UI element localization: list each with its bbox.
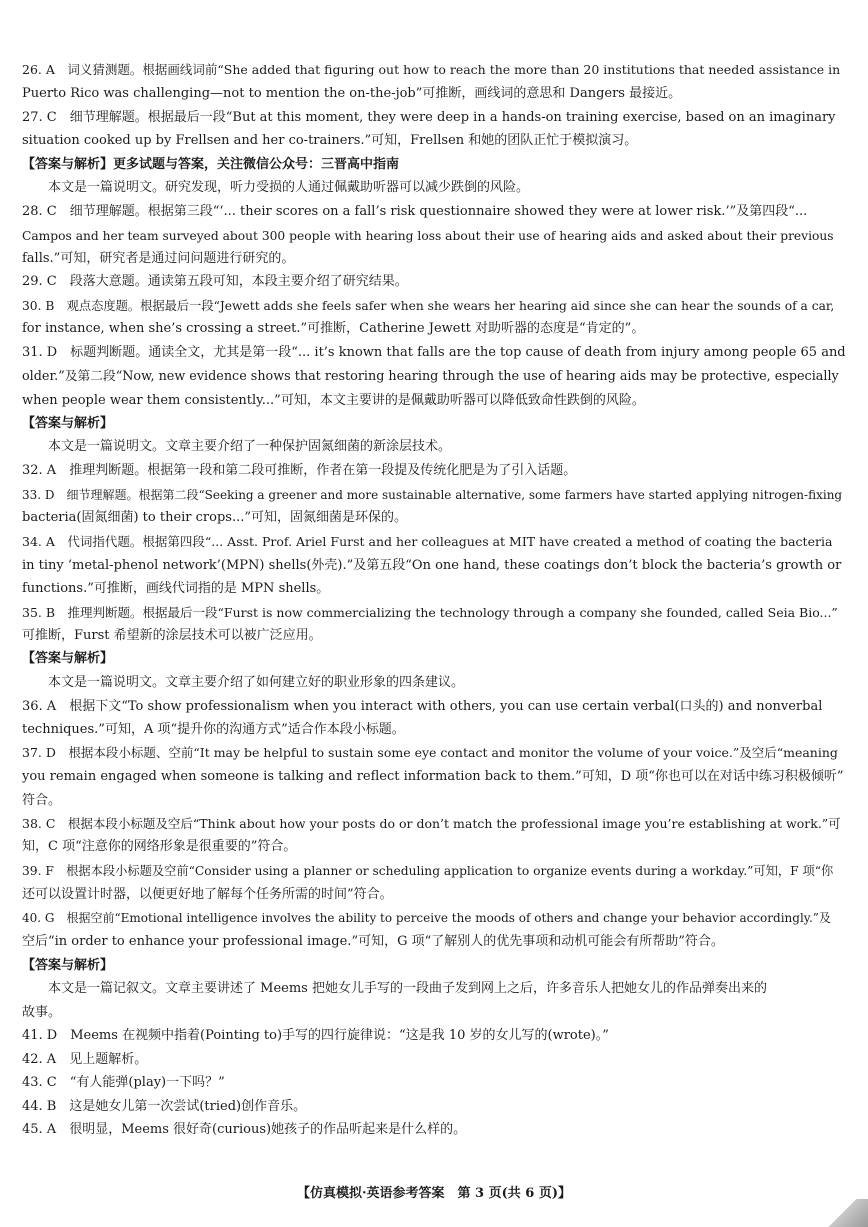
text-line: 43. C “有人能弹(play)一下吗？” xyxy=(22,1075,225,1090)
text-line: 34. A 代词指代题。根据第四段“... Asst. Prof. Ariel Furst and her colleagues at MIT have created a method of coating the bacteria xyxy=(22,534,833,549)
text-line: 37. D 根据本段小标题、空前“It may be helpful to sustain some eye contact and monitor the volume of your voice.”及空后“meaning xyxy=(22,745,838,760)
text-line: 31. D 标题判断题。通读全文，尤其是第一段“... it’s known that falls are the top cause of death from injury among people 65 and xyxy=(22,345,846,360)
text-line: 38. C 根据本段小标题及空后“Think about how your posts do or don’t match the professional image you’re establishing at work.”可 xyxy=(22,816,841,831)
text-line: 还可以设置计时器，以便更好地了解每个任务所需的时间”符合。 xyxy=(22,887,393,902)
text-line: 35. B 推理判断题。根据最后一段“Furst is now commercializing the technology through a company she founded, called Seia Bio...” xyxy=(22,605,838,620)
text-line: 本文是一篇说明文。文章主要介绍了如何建立好的职业形象的四条建议。 xyxy=(22,675,465,690)
text-line: 44. B 这是她女儿第一次尝试(tried)创作音乐。 xyxy=(22,1099,307,1114)
text-line: 故事。 xyxy=(22,1005,62,1020)
text-line: 本文是一篇记叙文。文章主要讲述了 Meems 把她女儿手写的一段曲子发到网上之后，许多音乐人把她女儿的作品弹奏出来的 xyxy=(22,981,767,996)
text-line: for instance, when she’s crossing a street.”可推断，Catherine Jewett 对助听器的态度是“肯定的”。 xyxy=(22,321,645,336)
text-line: techniques.”可知，A 项“提升你的沟通方式”适合作本段小标题。 xyxy=(22,722,405,737)
text-line: 本文是一篇说明文。研究发现，听力受损的人通过佩戴助听器可以减少跌倒的风险。 xyxy=(22,180,530,195)
text-line: 27. C 细节理解题。根据最后一段“But at this moment, they were deep in a hands-on training exercise, based on an imaginary xyxy=(22,110,836,125)
text-line: 28. C 细节理解题。根据第三段“‘... their scores on a fall’s risk questionnaire showed they were at lower risk.’”及第四段“... xyxy=(22,204,808,219)
text-line: 45. A 很明显，Meems 很好奇(curious)她孩子的作品听起来是什么样的。 xyxy=(22,1122,467,1137)
text-line: 32. A 推理判断题。根据第一段和第二段可推断，作者在第一段提及传统化肥是为了引入话题。 xyxy=(22,463,577,478)
text-line: 【答案与解析】更多试题与答案，关注微信公众号：三晋高中指南 xyxy=(22,157,400,172)
page-curl-corner xyxy=(816,1199,868,1227)
text-line: 【答案与解析】 xyxy=(22,651,114,666)
text-line: 知，C 项“注意你的网络形象是很重要的”符合。 xyxy=(22,839,297,854)
text-line: 【答案与解析】 xyxy=(22,416,114,431)
text-line: 42. A 见上题解析。 xyxy=(22,1052,148,1067)
text-line: 41. D Meems 在视频中指着(Pointing to)手写的四行旋律说：“这是我 10 岁的女儿写的(wrote)。” xyxy=(22,1028,609,1043)
text-line: bacteria(固氮细菌) to their crops...”可知，固氮细菌是环保的。 xyxy=(22,510,408,525)
text-line: 空后“in order to enhance your professional image.”可知，G 项“了解别人的优先事项和动机可能会有所帮助”符合。 xyxy=(22,934,724,949)
text-line: 【答案与解析】 xyxy=(22,958,114,973)
text-line: you remain engaged when someone is talking and reflect information back to them.”可知，D 项“你也可以在对话中练习积极倾听” xyxy=(22,769,844,784)
text-line: 36. A 根据下文“To show professionalism when you interact with others, you can use certain verbal(口头的) and nonverbal xyxy=(22,699,823,714)
text-line: 29. C 段落大意题。通读第五段可知，本段主要介绍了研究结果。 xyxy=(22,274,408,289)
text-line: 30. B 观点态度题。根据最后一段“Jewett adds she feels safer when she wears her hearing aid since she can hear the sounds of a car, xyxy=(22,299,835,313)
text-line: 39. F 根据本段小标题及空前“Consider using a planner or scheduling application to organize events during a workday.”可知，F 项“你 xyxy=(22,864,834,878)
page-footer: 【仿真模拟·英语参考答案 第 3 页(共 6 页)】 xyxy=(296,1186,572,1201)
text-line: 可推断，Furst 希望新的涂层技术可以被广泛应用。 xyxy=(22,628,322,643)
text-line: 本文是一篇说明文。文章主要介绍了一种保护固氮细菌的新涂层技术。 xyxy=(22,439,452,454)
text-line: 40. G 根据空前“Emotional intelligence involves the ability to perceive the moods of others and change your behavior accordingly.”及 xyxy=(22,911,831,925)
text-line: Puerto Rico was challenging—not to mention the on-the-job”可推断，画线词的意思和 Dangers 最接近。 xyxy=(22,86,682,101)
text-line: falls.”可知，研究者是通过问问题进行研究的。 xyxy=(22,251,295,266)
text-line: when people wear them consistently...”可知，本文主要讲的是佩戴助听器可以降低致命性跌倒的风险。 xyxy=(22,393,645,408)
text-line: older.”及第二段“Now, new evidence shows that restoring hearing through the use of hearing aids may be protective, especially xyxy=(22,369,839,384)
text-line: functions.”可推断，画线代词指的是 MPN shells。 xyxy=(22,581,330,596)
text-line: 符合。 xyxy=(22,793,62,808)
text-line: situation cooked up by Frellsen and her co-trainers.”可知，Frellsen 和她的团队正忙于模拟演习。 xyxy=(22,133,638,148)
text-line: 33. D 细节理解题。根据第二段“Seeking a greener and more sustainable alternative, some farmers have started applying nitrogen-fixing xyxy=(22,488,843,502)
text-line: in tiny ‘metal-phenol network’(MPN) shells(外壳).”及第五段“On one hand, these coatings don’t block the bacteria’s growth or xyxy=(22,558,842,573)
text-line: Campos and her team surveyed about 300 people with hearing loss about their use of hearing aids and asked about their previous xyxy=(22,229,834,243)
text-line: 26. A 词义猜测题。根据画线词前“She added that figuring out how to reach the more than 20 institutions that needed assistance in xyxy=(22,62,841,77)
